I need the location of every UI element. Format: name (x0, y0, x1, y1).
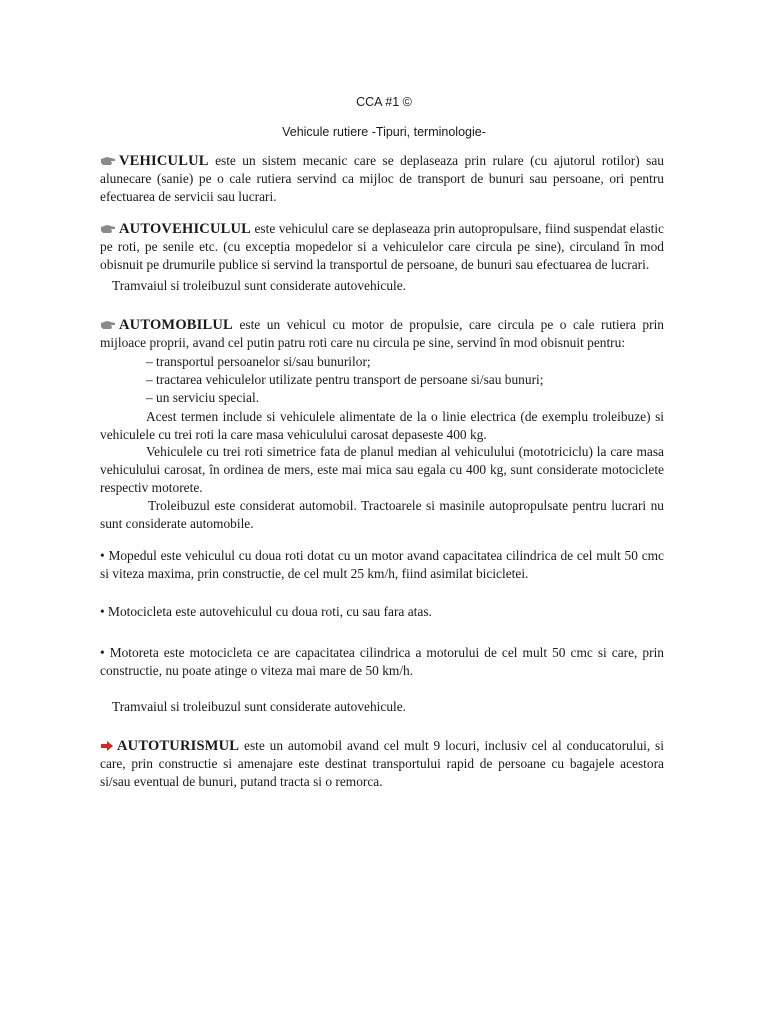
text-autoturism: este un automobil avand cel mult 9 locuri, inclusiv cel al conducatorului, si care, prin constructie si amenajare este destinat transportului rapid de persoane cu bagajele acestora si/sau eventual de bunuri, putand tracta si o remorca. (100, 738, 664, 789)
term-autovehicul: AUTOVEHICULUL (119, 221, 252, 237)
text-autovehicul: este vehiculul care se deplaseaza prin autopropulsare, fiind suspendat elastic pe roti, pe senile etc. (cu exceptia mopedelor si a vehiculelor care circula pe sine), circuland în mod obisnuit pe drumurile publice si servind la transportul de persoane, de bunuri sau efectuarea de lucrari. (100, 221, 664, 272)
paragraph-include: Acest termen include si vehiculele alimentate de la o linie electrica (de exemplu troleibuze) si vehiculele cu trei roti la care masa vehiculului carosat depaseste 400 kg. (100, 409, 664, 442)
term-automobil: AUTOMOBILUL (119, 317, 233, 333)
list-item: – tractarea vehiculelor utilizate pentru transport de persoane si/sau bunuri; (146, 372, 544, 387)
bullet-moped: • Mopedul este vehiculul cu doua roti dotat cu un motor avand capacitatea cilindrica de cel mult 50 cmc si viteza maxima, prin constructie, de cel mult 25 km/h, fiind asimilat bicicletei. (100, 548, 664, 581)
text-automobil: este un vehicul cu motor de propulsie, care circula pe o cale rutiera prin mijloace proprii, avand cel putin patru roti care nu circula pe sine, servind în mod obisnuit pentru: (100, 317, 664, 350)
arrow-right-icon (100, 740, 114, 752)
bullet-motocicleta: • Motocicleta este autovehiculul cu doua roti, cu sau fara atas. (100, 604, 432, 619)
definition-vehicul (100, 152, 664, 206)
document-code: CCA #1 © (356, 95, 412, 109)
term-vehicul: VEHICULUL (119, 153, 209, 169)
bullet-motoreta: • Motoreta este motocicleta ce are capacitatea cilindrica a motorului de cel mult 50 cmc si care, prin constructie, nu poate atinge o viteza mai mare de 50 km/h. (100, 645, 664, 678)
note-tramvai-2: Tramvaiul si troleibuzul sunt considerate autovehicule. (112, 699, 407, 714)
note-tramvai: Tramvaiul si troleibuzul sunt considerate autovehicule. (112, 278, 407, 293)
definition-autoturism (100, 737, 664, 791)
pointing-hand-icon (100, 223, 116, 235)
term-autoturism: AUTOTURISMUL (117, 738, 240, 754)
text-vehicul: este un sistem mecanic care se deplaseaza prin rulare (cu ajutorul rotilor) sau alunecare (sanie) pe o cale rutiera servind ca mijloc de transport de bunuri sau persoane, ori pentru efectuarea de servicii sau lucrari. (100, 153, 664, 204)
document-title: Vehicule rutiere -Tipuri, terminologie- (282, 125, 486, 139)
definition-autovehicul (100, 220, 664, 274)
definition-automobil (100, 316, 664, 352)
pointing-hand-icon (100, 319, 116, 331)
paragraph-trei-roti: Vehiculele cu trei roti simetrice fata de planul median al vehiculului (mototriciclu) la care masa vehiculului carosat, în ordinea de mers, este mai mica sau egala cu 400 kg, sunt considerate motociclete respectiv motorete. (100, 444, 664, 495)
list-item: – transportul persoanelor si/sau bunurilor; (146, 354, 371, 369)
pointing-hand-icon (100, 155, 116, 167)
paragraph-troleibuz: Troleibuzul este considerat automobil. Tractoarele si masinile autopropulsate pentru lucrari nu sunt considerate automobile. (100, 498, 664, 531)
list-item: – un serviciu special. (146, 390, 260, 405)
